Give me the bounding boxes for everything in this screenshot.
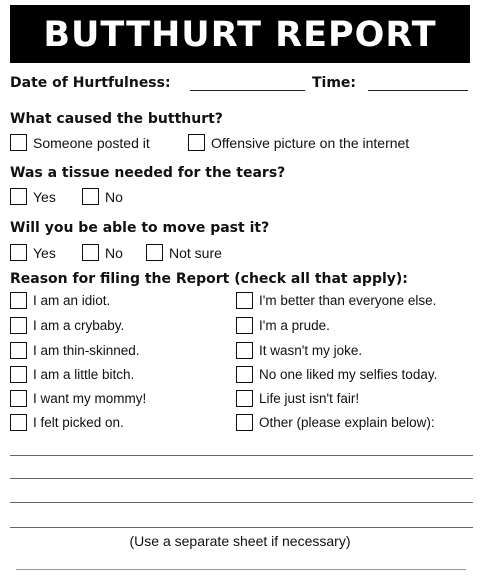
option-label: Yes [33, 244, 56, 261]
reason-left-4[interactable] [10, 366, 134, 383]
reason-label: I want my mommy! [33, 391, 147, 406]
option-offensive-picture[interactable] [188, 134, 409, 151]
reason-left-2[interactable] [10, 317, 124, 334]
checkbox[interactable] [10, 134, 27, 151]
reason-label: I'm a prude. [259, 318, 330, 333]
reason-label: No one liked my selfies today. [259, 367, 438, 382]
reason-right-2[interactable] [236, 317, 330, 334]
option-label: Yes [33, 188, 56, 205]
explanation-line-2[interactable] [10, 478, 473, 479]
option-move-no[interactable] [82, 244, 123, 261]
checkbox[interactable] [10, 317, 27, 334]
reason-right-3[interactable] [236, 342, 362, 359]
footer-note: (Use a separate sheet if necessary) [129, 533, 351, 549]
date-label: Date of Hurtfulness: [10, 75, 171, 91]
option-tissue-yes[interactable] [10, 188, 56, 205]
checkbox[interactable] [10, 292, 27, 309]
option-label: Offensive picture on the internet [211, 134, 410, 151]
checkbox[interactable] [10, 244, 27, 261]
checkbox[interactable] [10, 414, 27, 431]
reason-left-1[interactable] [10, 292, 110, 309]
reason-right-4[interactable] [236, 366, 437, 383]
option-move-not-sure[interactable] [146, 244, 222, 261]
reason-left-6[interactable] [10, 414, 124, 431]
bottom-divider [16, 569, 466, 570]
checkbox[interactable] [236, 390, 253, 407]
checkbox[interactable] [236, 292, 253, 309]
option-someone-posted[interactable] [10, 134, 150, 151]
question-cause: What caused the butthurt? [10, 111, 223, 127]
question-tissue: Was a tissue needed for the tears? [10, 165, 286, 181]
explanation-line-1[interactable] [10, 455, 473, 456]
reason-label: I am thin-skinned. [33, 343, 140, 358]
checkbox[interactable] [188, 134, 205, 151]
checkbox[interactable] [236, 317, 253, 334]
checkbox[interactable] [10, 366, 27, 383]
reason-label: It wasn't my joke. [259, 343, 363, 358]
checkbox[interactable] [82, 188, 99, 205]
checkbox[interactable] [82, 244, 99, 261]
reason-label: I'm better than everyone else. [259, 293, 437, 308]
reason-label: Life just isn't fair! [259, 391, 360, 406]
reason-label: Other (please explain below): [259, 415, 435, 430]
checkbox[interactable] [10, 342, 27, 359]
option-label: Not sure [169, 244, 222, 261]
reason-right-5[interactable] [236, 390, 359, 407]
reason-left-3[interactable] [10, 342, 140, 359]
question-move-past: Will you be able to move past it? [10, 220, 270, 236]
reason-left-5[interactable] [10, 390, 146, 407]
time-field[interactable] [368, 90, 468, 91]
checkbox[interactable] [146, 244, 163, 261]
reason-right-6[interactable] [236, 414, 435, 431]
explanation-line-4[interactable] [10, 527, 473, 528]
date-field[interactable] [190, 90, 305, 91]
reason-label: I am an idiot. [33, 293, 111, 308]
explanation-line-3[interactable] [10, 502, 473, 503]
reason-label: I felt picked on. [33, 415, 124, 430]
checkbox[interactable] [236, 366, 253, 383]
checkbox[interactable] [10, 188, 27, 205]
option-label: No [105, 244, 123, 261]
checkbox[interactable] [10, 390, 27, 407]
checkbox[interactable] [236, 342, 253, 359]
option-label: Someone posted it [33, 134, 150, 151]
reason-label: I am a crybaby. [33, 318, 125, 333]
time-label: Time: [312, 75, 357, 91]
report-title: BUTTHURT REPORT [10, 5, 470, 63]
reason-label: I am a little bitch. [33, 367, 135, 382]
checkbox[interactable] [236, 414, 253, 431]
reasons-heading: Reason for filing the Report (check all that apply): [10, 271, 408, 287]
option-tissue-no[interactable] [82, 188, 123, 205]
option-label: No [105, 188, 123, 205]
reason-right-1[interactable] [236, 292, 436, 309]
option-move-yes[interactable] [10, 244, 56, 261]
